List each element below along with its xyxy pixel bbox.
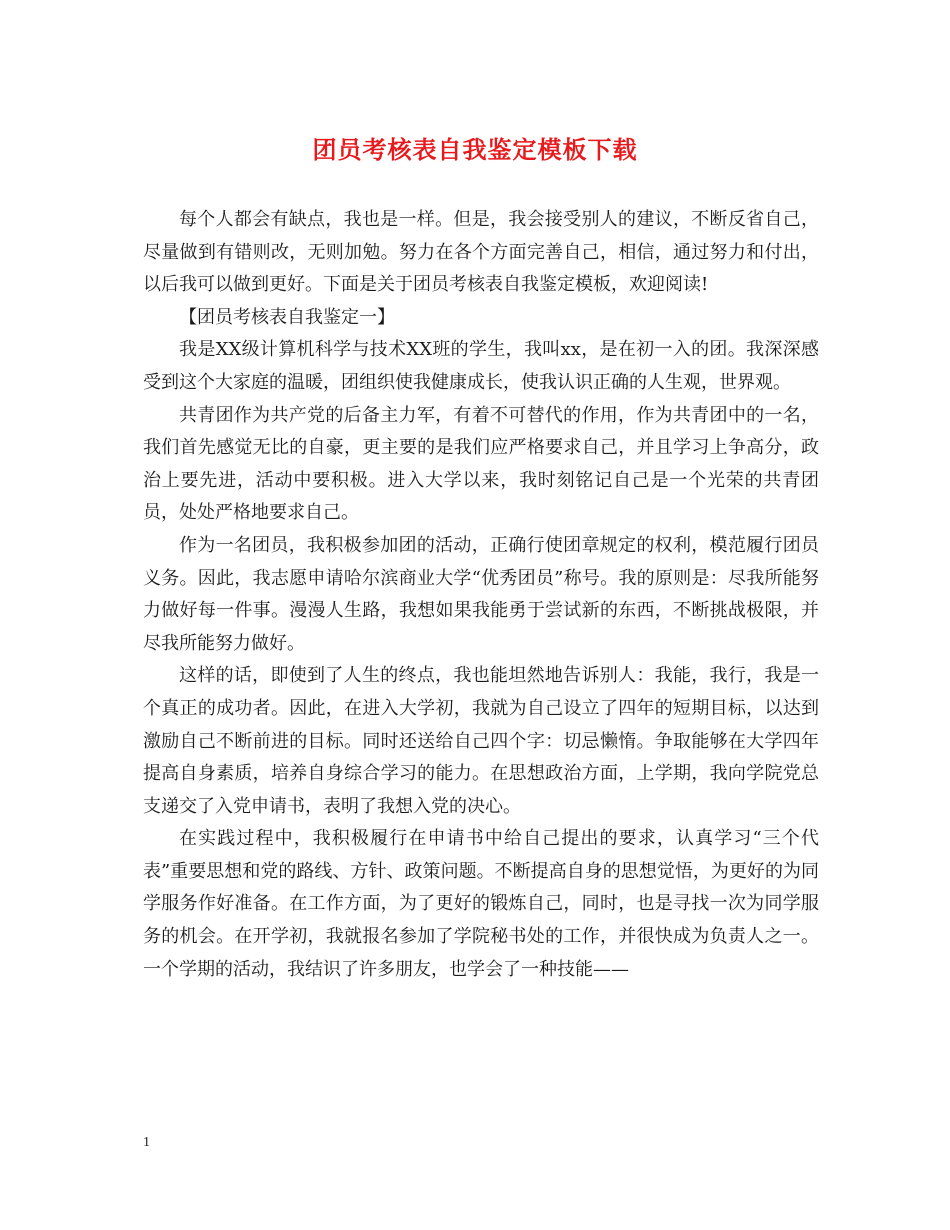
paragraph: 作为一名团员，我积极参加团的活动，正确行使团章规定的权利，模范履行团员义务。因此，我志愿申请哈尔滨商业大学“优秀团员”称号。我的原则是：尽我所能努力做好每一件事。漫漫人生路，我想如果我能勇于尝试新的东西，不断挑战极限，并尽我所能努力做好。: [143, 534, 819, 654]
document-title: 团员考核表自我鉴定模板下载: [312, 135, 638, 164]
paragraph: 这样的话，即使到了人生的终点，我也能坦然地告诉别人：我能，我行，我是一个真正的成功者。因此，在进入大学初，我就为自己设立了四年的短期目标，以达到激励自己不断前进的目标。同时还送给自己四个字：切忌懒惰。争取能够在大学四年提高自身素质，培养自身综合学习的能力。在思想政治方面，上学期，我向学院党总支递交了入党申请书，表明了我想入党的决心。: [143, 665, 819, 817]
paragraph: 共青团作为共产党的后备主力军，有着不可替代的作用，作为共青团中的一名，我们首先感觉无比的自豪，更主要的是我们应严格要求自己，并且学习上争高分，政治上要先进，活动中要积极。进入大学以来，我时刻铭记自己是一个光荣的共青团员，处处严格地要求自己。: [143, 404, 819, 524]
paragraph: 在实践过程中，我积极履行在申请书中给自己提出的要求，认真学习“三个代表”重要思想和党的路线、方针、政策问题。不断提高自身的思想觉悟，为更好的为同学服务作好准备。在工作方面，为了更好的锻炼自己，同时，也是寻找一次为同学服务的机会。在开学初，我就报名参加了学院秘书处的工作，并很快成为负责人之一。一个学期的活动，我结识了许多朋友，也学会了一种技能——: [143, 828, 819, 980]
paragraph: 我是XX级计算机科学与技术XX班的学生，我叫xx，是在初一入的团。我深深感受到这个大家庭的温暖，团组织使我健康成长，使我认识正确的人生观，世界观。: [143, 339, 819, 393]
page-number: 1: [143, 1135, 150, 1150]
section-heading: 【团员考核表自我鉴定一】: [179, 306, 395, 328]
document-body: [143, 204, 819, 986]
paragraph-intro: 每个人都会有缺点，我也是一样。但是，我会接受别人的建议，不断反省自己，尽量做到有错则改，无则加勉。努力在各个方面完善自己，相信，通过努力和付出，以后我可以做到更好。下面是关于团员考核表自我鉴定模板，欢迎阅读!: [143, 209, 819, 296]
